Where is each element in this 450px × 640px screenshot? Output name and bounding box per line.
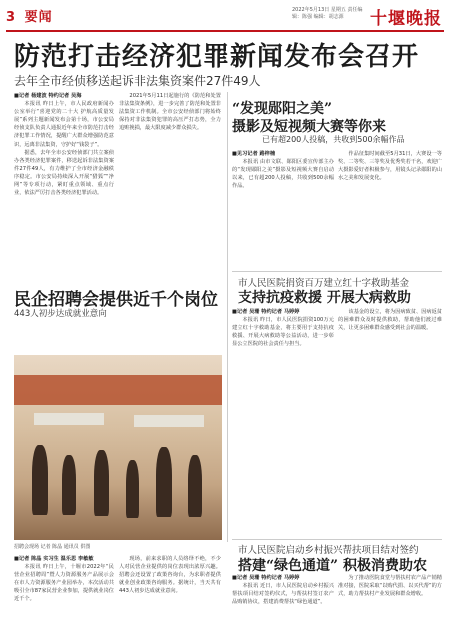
mid-story-headline-1: “发现郧阳之美” — [232, 101, 333, 117]
photo-caption: 招聘会现场 记者 陈晶 通讯员 供图 — [14, 544, 91, 550]
right-story-2-byline: ■记者 吴珊 特约记者 马婷婷 — [232, 309, 300, 315]
left-story-paragraph: 本报讯 昨日上午，十堰市2022年“民营企业招聘周”暨人力资源服务产品展示会在市人力资源服务产业园举办，本次活动共吸引全市87家民营企业参加，提供就业岗位近千个。 — [14, 564, 114, 603]
main-story-paragraph: 2021年5月11日起施行的《防范和处置非法集资条例》，进一步完善了防范和处置非法集资工作机制。全市公安经侦部门将始终保持对非法集资犯罪的高压严打态势，全力追赃挽损，最大限度减少群众损失。 — [119, 93, 221, 132]
page-number: 3 — [6, 10, 17, 25]
job-fair-photo — [14, 355, 222, 540]
right-story-3-col-1 — [232, 574, 334, 638]
section-name: 要闻 — [24, 10, 53, 25]
right-story-3-byline: ■记者 吴珊 特约记者 马婷婷 — [232, 575, 300, 581]
left-story-headline: 民企招聘会提供近千个岗位 — [14, 290, 218, 310]
page-section-label — [6, 6, 53, 25]
section-divider — [232, 539, 442, 540]
right-story-3-col-2 — [338, 574, 442, 638]
main-story-byline: ■记者 杨建波 特约记者 吴海 — [14, 93, 82, 99]
main-story-col-1 — [14, 92, 114, 274]
left-story-paragraph: 现场，前来求职的人员络绎不绝，不少人对民营企业提供的岗位表现出浓厚兴趣。招聘会还设置了政策咨询台，为求职者提供就业创业政策咨询服务。据统计，当天共有443人初步达成就业意向。 — [119, 556, 221, 595]
masthead-logo: 十堰晚报 — [370, 9, 442, 29]
mid-story-subheadline: 已有超200人投稿，共收到500余幅作品 — [262, 135, 405, 144]
main-story-paragraph: 本报讯 昨日上午，市人民政府新闻办公室举行“喜迎党的二十大 护航高质量发展”系列主题新闻发布会第十场，市公安局经侦支队负责人通报近年来全市防范打击经济犯罪工作情况，提醒广大群众增强防范意识，远离非法集资，守护好“钱袋子”。 — [14, 101, 114, 148]
right-story-3-paragraph: 为了推动医院食堂与帮扶村农产品产销精准对接，医院采取“以购代捐、以买代帮”的方式，助力帮扶村产业发展和群众增收。 — [338, 575, 442, 598]
mid-story-paragraph: 本报讯 由市文联、郧阳区委宣传部主办的“发现郧阳之美”摄影及短视频大赛自启动以来，已有超200人投稿，共收到500余幅作品。 — [232, 159, 334, 190]
right-story-2-paragraph: 该基金的设立，将为因病致贫、因病返贫的困难群众及时提供救助，帮助他们渡过难关，让更多困难群众感受到社会的温暖。 — [338, 309, 442, 332]
section-divider — [232, 271, 442, 272]
main-story-col-2 — [119, 92, 221, 274]
rural-revival-kicker: 市人民医院启动乡村振兴帮扶项目结对签约 — [238, 545, 419, 556]
hospital-fund-kicker: 市人民医院捐资百万建立红十字救助基金 — [238, 278, 410, 289]
mid-story-byline: ■见习记者 路梓楠 — [232, 151, 276, 157]
mid-story-paragraph: 作品征集时间截至5月31日，大赛设一等奖、二等奖、三等奖及优秀奖若干名，欢迎广大摄影爱好者积极参与，用镜头记录郧阳的山水之美和发展变化。 — [338, 151, 442, 182]
mid-story-col-1 — [232, 150, 334, 268]
rural-revival-headline: 搭建“绿色通道” 积极消费助农 — [238, 558, 427, 574]
left-story-col-2 — [119, 555, 221, 637]
left-story-subheadline: 443人初步达成就业意向 — [14, 309, 107, 319]
main-subheadline: 去年全市经侦移送起诉非法集资案件27件49人 — [14, 74, 261, 88]
left-story-col-1 — [14, 555, 114, 637]
mid-story-col-2 — [338, 150, 442, 268]
header-rule — [6, 30, 444, 32]
hospital-fund-headline: 支持抗疫救援 开展大病救助 — [238, 290, 411, 306]
mid-story-headline-2: 摄影及短视频大赛等你来 — [232, 119, 386, 135]
main-story-paragraph: 据悉，去年全市公安经侦部门共立案侦办各类经济犯罪案件，移送起诉非法集资案件27件49人，有力维护了全市经济金融秩序稳定。市公安局持续深入开展“猎狐”“净网”等专项行动，紧盯重点领域、重点行业，依法严厉打击各类经济犯罪活动。 — [14, 149, 114, 197]
left-story-byline: ■记者 陈晶 实习生 温乐思 李敏敏 — [14, 556, 94, 562]
page-header — [6, 4, 444, 30]
right-story-3-paragraph: 本报讯 近日，市人民医院启动乡村振兴帮扶项目结对签约仪式，与帮扶村签订农产品购销协议，搭建消费帮扶“绿色通道”。 — [232, 583, 334, 606]
column-divider — [227, 92, 228, 542]
right-story-2-col-1 — [232, 308, 334, 536]
right-story-2-paragraph: 本报讯 昨日，市人民医院捐资100万元建立红十字救助基金，将主要用于支持抗疫救援、开展大病救助等公益活动，进一步彰显公立医院的社会责任与担当。 — [232, 317, 334, 348]
main-headline: 防范打击经济犯罪新闻发布会召开 — [14, 42, 420, 72]
right-story-2-col-2 — [338, 308, 442, 536]
issue-info: 2022年5月13日 星期五 责任编辑：陈强 编辑：胡志源 — [292, 7, 363, 20]
